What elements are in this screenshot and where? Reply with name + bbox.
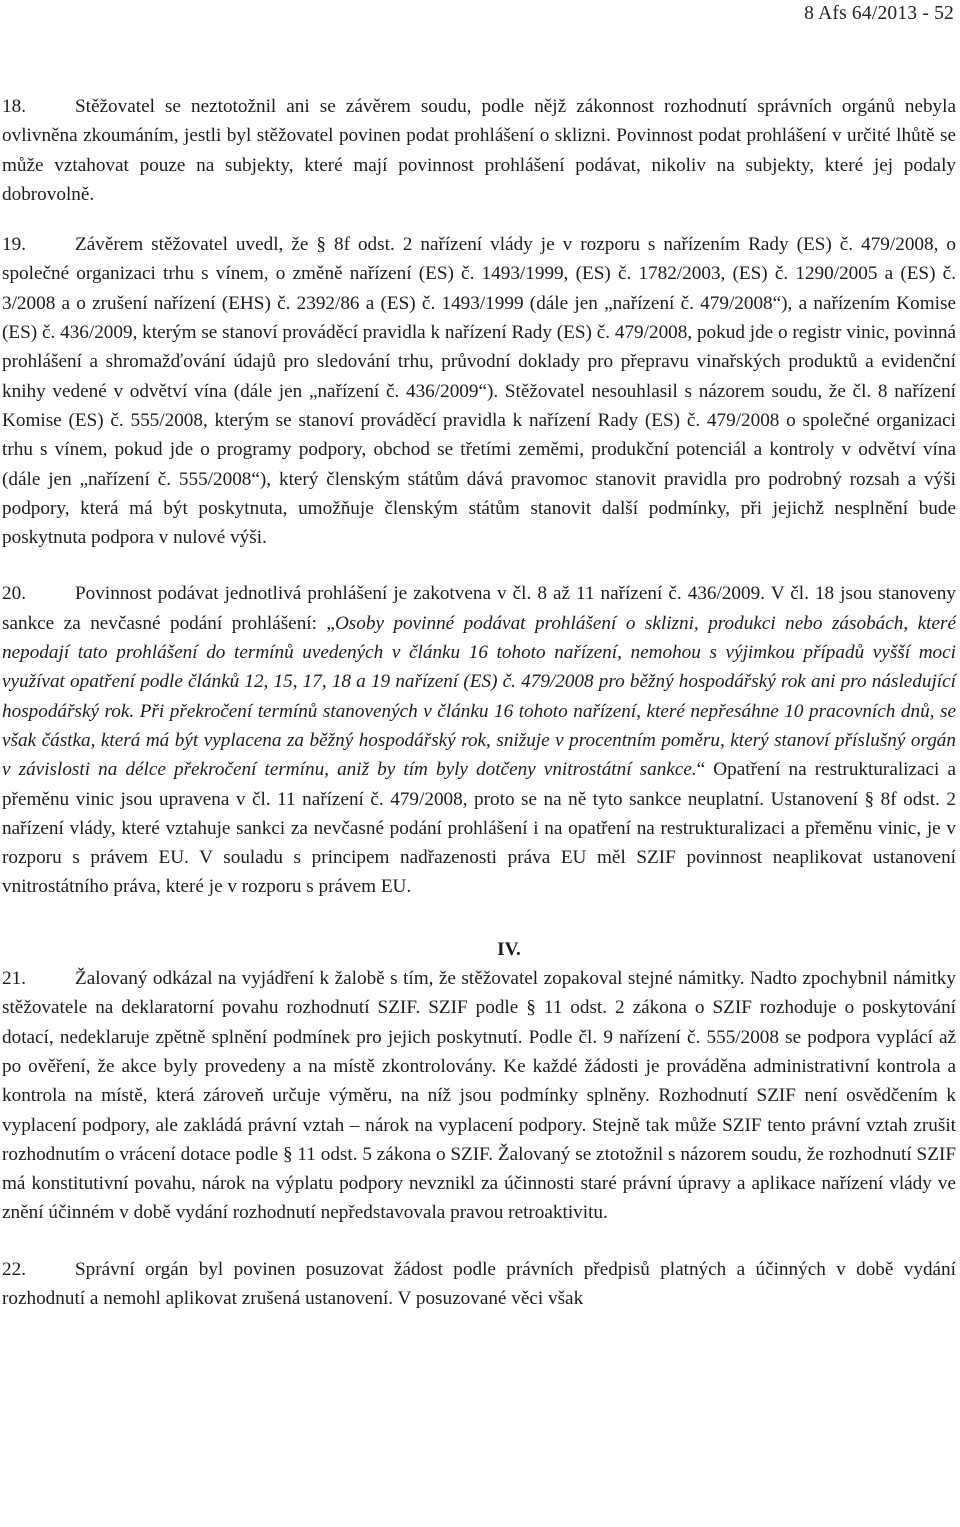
paragraph-text-continued: “ Opatření na restrukturalizaci a přeměnu vinic jsou upravena v čl. 11 nařízení č. 479/2008, proto se na ně tyto sankce neuplatní. Ustanovení § 8f odst. 2 nařízení vlády, které vztahuje sankci za nevčasné podání prohlášení i na opatření na restrukturalizaci a přeměnu vinic, je v rozporu s právem EU. V souladu s principem nadřazenosti práva EU měl SZIF povinnost neaplikovat ustanovení vnitrostátního práva, které je v rozporu s právem EU.	[2, 759, 956, 898]
paragraph-number: 19.	[2, 234, 26, 256]
paragraph-number: 21.	[2, 968, 26, 990]
section-heading: IV.	[497, 938, 521, 960]
paragraph-19	[2, 230, 956, 552]
paragraph-text: Správní orgán byl povinen posuzovat žádost podle právních předpisů platných a účinných v době vydání rozhodnutí a nemohl aplikovat zrušená ustanovení. V posuzované věci však	[2, 1258, 956, 1309]
paragraph-text: Stěžovatel se neztotožnil ani se závěrem soudu, podle nějž zákonnost rozhodnutí správních orgánů nebyla ovlivněna zkoumáním, jestli byl stěžovatel povinen podat prohlášení o sklizni. Povinnost podat prohlášení v určité lhůtě se může vztahovat pouze na subjekty, které mají povinnost prohlášení podávat, nikoliv na subjekty, které jej podaly dobrovolně.	[2, 96, 956, 205]
paragraph-18	[2, 92, 956, 209]
paragraph-number: 18.	[2, 96, 26, 117]
paragraph-22	[2, 1255, 956, 1314]
paragraph-text: Povinnost podávat jednotlivá prohlášení je zakotvena v čl. 8 až 11 nařízení č. 436/2009. V čl. 18 jsou stanoveny sankce za nevčasné podání prohlášení: „	[2, 583, 956, 634]
paragraph-number: 20.	[2, 583, 26, 605]
paragraph-21	[2, 964, 956, 1228]
paragraph-text: Závěrem stěžovatel uvedl, že § 8f odst. 2 nařízení vlády je v rozporu s nařízením Rady (ES) č. 479/2008, o společné organizaci trhu s vínem, o změně nařízení (ES) č. 1493/1999, (ES) č. 1782/2003, (ES) č. 1290/2005 a (ES) č. 3/2008 a o zrušení nařízení (EHS) č. 2392/86 a (ES) č. 1493/1999 (dále jen „nařízení č. 479/2008“), a nařízením Komise (ES) č. 436/2009, kterým se stanoví prováděcí pravidla k nařízení Rady (ES) č. 479/2008, pokud jde o registr vinic, povinná prohlášení a shromažďování údajů pro sledování trhu, průvodní doklady pro přepravu vinařských produktů a evidenční knihy vedené v odvětví vína (dále jen „nařízení č. 436/2009“). Stěžovatel nesouhlasil s názorem soudu, že čl. 8 nařízení Komise (ES) č. 555/2008, kterým se stanoví prováděcí pravidla k nařízení Rady (ES) č. 479/2008 o společné organizaci trhu s vínem, pokud jde o programy podpory, obchod se třetími zeměmi, produkční potenciál a kontroly v odvětví vína (dále jen „nařízení č. 555/2008“), který členským státům dává pravomoc stanovit pravidla pro podrobný rozsah a výši podpory, která má být poskytnuta, umožňuje členským státům stanovit další podmínky, při jejichž nesplnění bude poskytnuta podpora v nulové výši.	[2, 234, 956, 549]
quoted-regulation: Osoby povinné podávat prohlášení o sklizni, produkci nebo zásobách, které nepodají tato prohlášení do termínů uvedených v článku 16 tohoto nařízení, nemohou s výjimkou případů vyšší moci využívat opatření podle článků 12, 15, 17, 18 a 19 nařízení (ES) č. 479/2008 pro běžný hospodářský rok ani pro následující hospodářský rok. Při překročení termínů stanovených v článku 16 tohoto nařízení, které nepřesáhne 10 pracovních dnů, se však částka, která má být vyplacena za běžný hospodářský rok, snižuje v procentním poměru, který stanoví příslušný orgán v závislosti na délce překročení termínu, aniž by tím byly dotčeny vnitrostátní sankce.	[2, 612, 957, 781]
document-body	[2, 92, 956, 1313]
paragraph-20	[2, 579, 956, 901]
case-reference: 8 Afs 64/2013 - 52	[804, 3, 954, 24]
paragraph-text: Žalovaný odkázal na vyjádření k žalobě s tím, že stěžovatel zopakoval stejné námitky. Nadto zpochybnil námitky stěžovatele na deklaratorní povahu rozhodnutí SZIF. SZIF podle § 11 odst. 2 zákona o SZIF rozhoduje o poskytování dotací, nedeklaruje zpětně splnění podmínek pro jejich poskytnutí. Podle čl. 9 nařízení č. 555/2008 se podpora vyplácí až po ověření, že akce byly provedeny a na místě zkontrolovány. Ke každé žádosti je prováděna administrativní kontrola a kontrola na místě, která zároveň určuje výměru, na níž jsou podmínky splněny. Rozhodnutí SZIF není osvědčením k vyplacení podpory, ale zakládá právní vztah – nárok na vyplacení podpory. Stejně tak může SZIF tento právní vztah zrušit rozhodnutím o vrácení dotace podle § 11 odst. 5 zákona o SZIF. Žalovaný se ztotožnil s názorem soudu, že rozhodnutí SZIF má konstitutivní povahu, nárok na výplatu podpory nevznikl za účinnosti staré právní úpravy a aplikace nařízení vlády ve znění účinném v době vydání rozhodnutí nepředstavovala pravou retroaktivitu.	[2, 968, 956, 1224]
paragraph-number: 22.	[2, 1258, 26, 1280]
